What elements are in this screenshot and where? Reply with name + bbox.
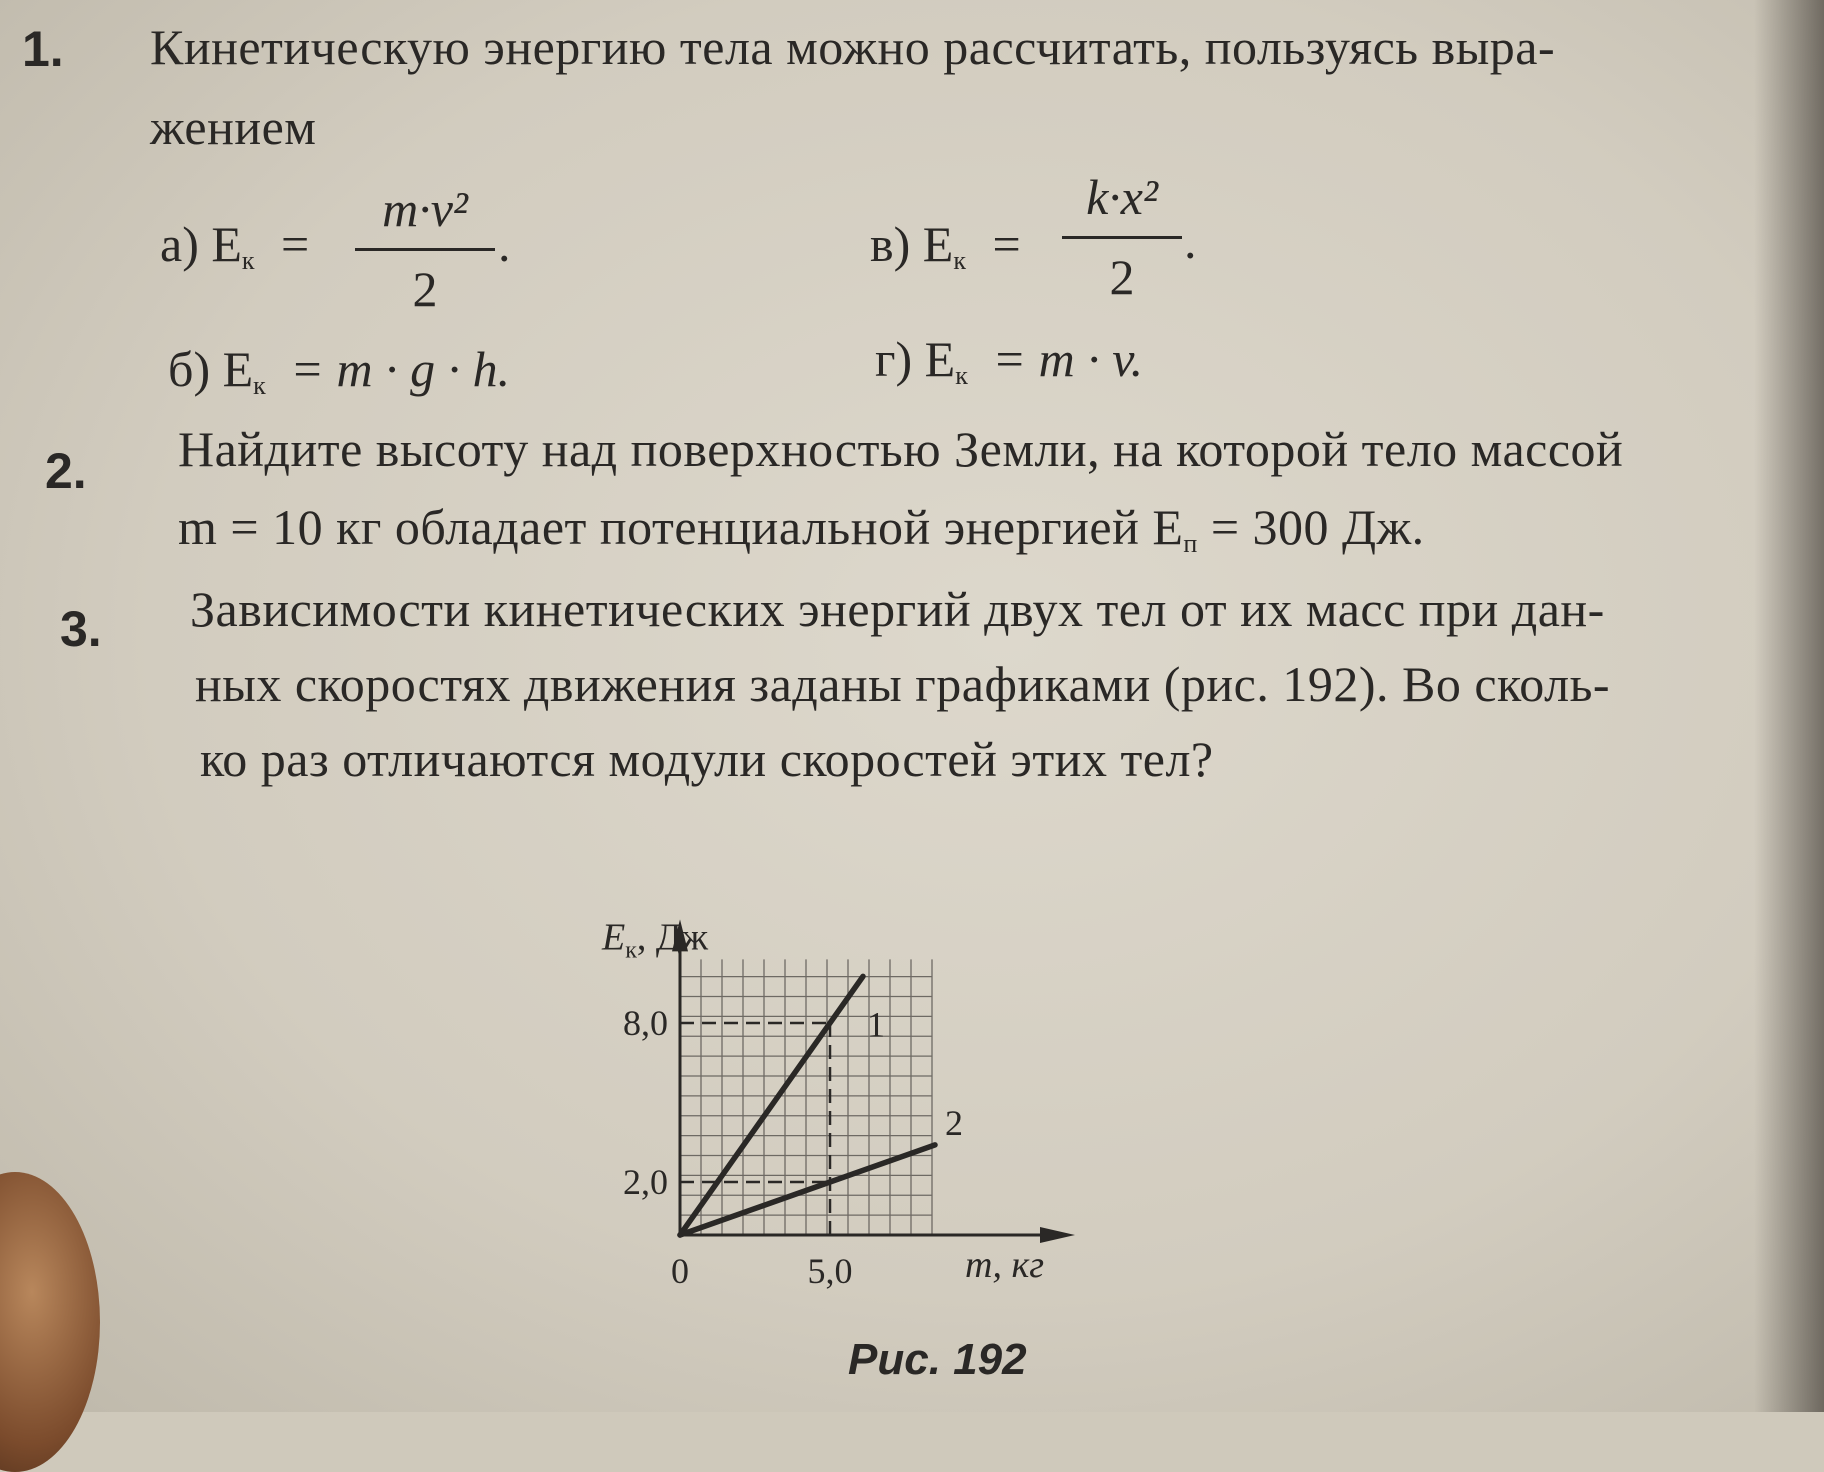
problem-3-number: 3.: [60, 601, 102, 657]
figure-192-chart: [600, 810, 1300, 1310]
problem-1-line-2: жением: [150, 99, 317, 155]
problem-1-number: 1.: [22, 21, 64, 77]
problem-2-line-2: m = 10 кг обладает потенциальной энергией $E_п = 300$ Дж.: [178, 499, 1425, 558]
x-axis-arrow: [1040, 1227, 1075, 1243]
y-tick-label: 2,0: [623, 1162, 668, 1202]
problem-2-number: 2.: [45, 443, 87, 499]
series-line-1: [680, 976, 863, 1235]
origin-label: 0: [671, 1251, 689, 1291]
page-edge-shadow: [1754, 0, 1824, 1412]
textbook-page: 1. Кинетическую энергию тела можно рассчитать, пользуясь выра- жением а) $E_к$ = m·v² 2 . в) $E_к$ = k·x² 2 . б) $E_к = m \cdot g \cdot h$. г) $E_к = m \cdot v$. 2. Найдите высоту над поверхностью Земли, на которой тело массой m = 10 кг обладает потенциальной энергией $E_п = 300$ Дж. 3. Зависимости кинетических энергий двух тел от их масс при дан- ных скоростях движения заданы графиками (рис. 192). Во сколь- ко раз отличаются модули скоростей этих тел? 1 2 2,0 8,0 5,0 0 $E_к$, Дж m, кг Рис. 192: [0, 0, 1824, 1412]
option-g: г) $E_к = m \cdot v$.: [875, 331, 1144, 390]
figure-caption: Рис. 192: [848, 1335, 1027, 1384]
y-axis-label: $E_к$, Дж: [602, 916, 709, 964]
series-line-2: [680, 1145, 935, 1235]
chart-axes: [672, 919, 1075, 1243]
thumb-shadow: [0, 1172, 100, 1472]
chart-series: [680, 976, 935, 1235]
problem-1-line-1: Кинетическую энергию тела можно рассчитать, пользуясь выра-: [150, 19, 1556, 75]
chart-grid: [680, 959, 932, 1235]
x-axis-label: m, кг: [965, 1244, 1045, 1286]
series-label-2: 2: [945, 1102, 963, 1143]
problem-3-line-1: Зависимости кинетических энергий двух тел от их масс при дан-: [190, 581, 1605, 637]
y-tick-label: 8,0: [623, 1003, 668, 1043]
series-label-1: 1: [867, 1004, 885, 1045]
problem-3-line-3: ко раз отличаются модули скоростей этих тел?: [200, 731, 1214, 787]
option-b: б) $E_к = m \cdot g \cdot h$.: [168, 341, 511, 400]
x-tick-label: 5,0: [807, 1251, 853, 1291]
option-a-lhs: а) $E_к$ =: [160, 216, 310, 275]
problem-3-line-2: ных скоростях движения заданы графиками (рис. 192). Во сколь-: [195, 656, 1611, 712]
problem-2-line-1: Найдите высоту над поверхностью Земли, на которой тело массой: [178, 421, 1624, 477]
option-v-lhs: в) $E_к$ =: [870, 216, 1021, 275]
